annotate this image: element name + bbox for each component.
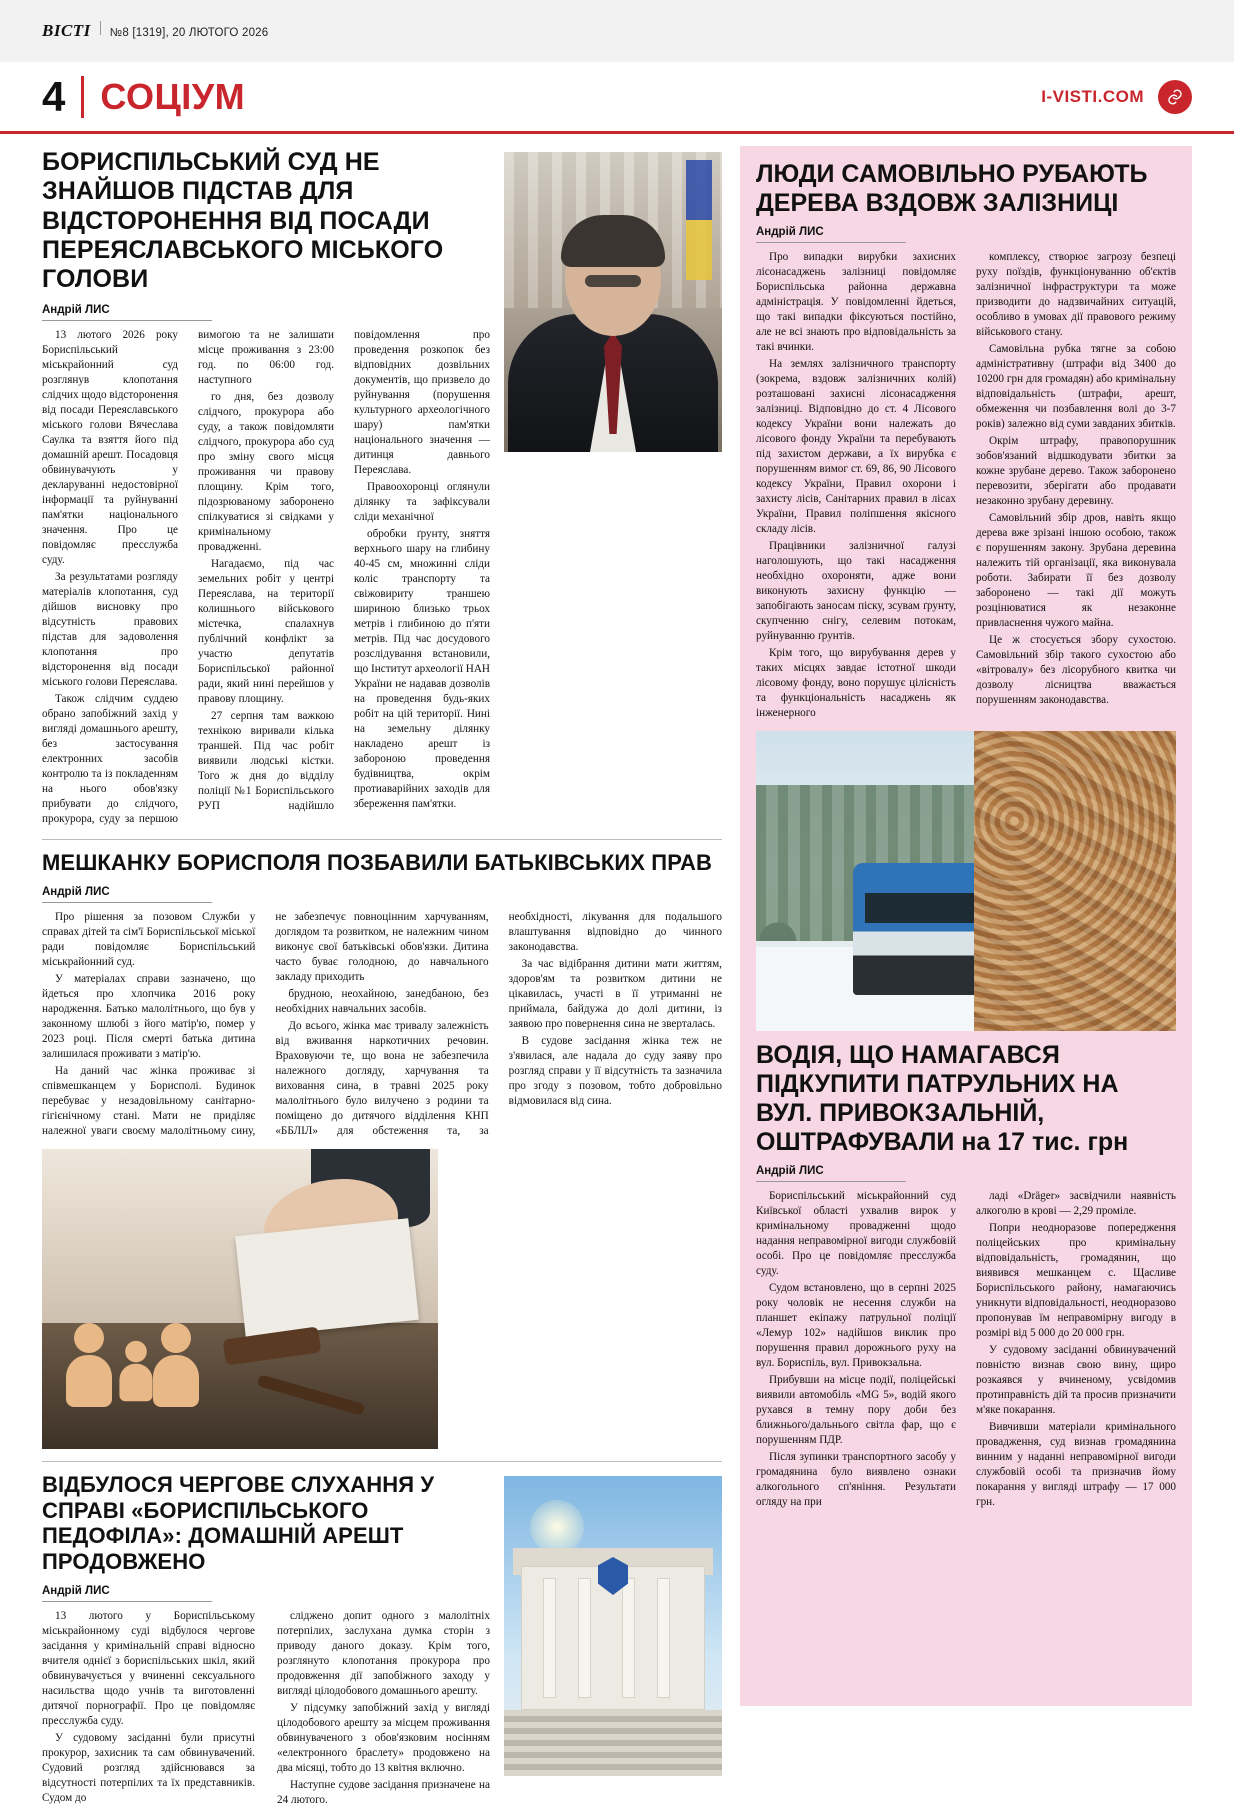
paragraph: Самовільний збір дров, навіть якщо дерева вже зрізані іншою особою, також є порушенням закону. Зрубана деревина належить тій організації, яка виконувала роботи. Забирати її без дозволу заборонено — такі дії можуть розцінюватися як незаконне привласнення чужого майна. <box>976 512 1176 629</box>
paragraph: За час відібрання дитини мати життям, здоров'ям та розвитком дитини не цікавилась, участі в її утриманні не приймала, байдужа до долі дитини, із заявою про повернення сина не зверталась. <box>508 957 722 1030</box>
paragraph: Крім того, що вирубування дерев у таких місцях завдає істотної шкоди лісовому фонду, воно порушує цілісність та функціональність насаджень як інженерного <box>756 647 956 719</box>
paper-name: ВІСТІ <box>42 21 91 40</box>
parental-text-columns <box>42 910 722 1139</box>
masthead-divider <box>100 21 101 35</box>
right-column <box>740 146 1192 1706</box>
article-forest <box>756 160 1176 1031</box>
headline-pedophile: ВІДБУЛОСЯ ЧЕРГОВЕ СЛУХАННЯ У СПРАВІ «БОРИСПІЛЬСЬКОГО ПЕДОФІЛА»: ДОМАШНІЙ АРЕШТ ПРОДОВЖЕНО <box>42 1471 435 1575</box>
train-logs-photo <box>756 731 1176 1031</box>
paragraph: У підсумку запобіжний захід у вигляді цілодобового арешту за місцем проживання обвинуваченого з обов'язковим носінням «електронного браслету» продовжено на два місяці, тобто до 13 квітня включно. <box>277 1701 490 1774</box>
pedophile-text-columns <box>42 1609 490 1808</box>
paragraph: За результатами розгляду матеріалів клопотання, суд дійшов висновку про відсутність правових підстав для задоволення клопотання про відсторонення від посади міського голови Переяслава. <box>42 571 178 689</box>
masthead <box>0 0 1234 62</box>
article-divider <box>42 1461 722 1462</box>
paragraph: 13 лютого у Бориспільському міськрайонному суді відбулося чергове засідання у кримінальній справі відносно вчителя однієї з бориспільських шкіл, який обвинувачується у вчиненні сексуального насильства щодо учнів та виготовленні дитячої порнографії. Про це повідомляє пресслужба суду. <box>42 1609 255 1727</box>
bribe-text-columns <box>756 1189 1176 1511</box>
headline-bribe-tail: на 17 тис. грн <box>961 1128 1129 1156</box>
section-header <box>0 62 1234 134</box>
byline-forest: Андрій ЛИС <box>756 226 906 243</box>
paragraph: У судовому засіданні були присутні прокурор, захисник та сам обвинувачений. Судовий розгляд здійснювався за відсутності потерпілих та їх представників. Судом до <box>42 1731 255 1804</box>
paragraph: Судом встановлено, що в серпні 2025 року чоловік не несення служби на планшет екіпажу патрульної поліції «Лемур 102» надійшов виклик про порушення правил дорожнього руху на вул. Бориспіль, вул. Привокзальна. <box>756 1282 956 1369</box>
paragraph: На даний час жінка проживає зі співмешканцем у Борисполі. Будинок перебуває у незадовільному санітарно-гігієнічному стані. Мати не приділяє належної уваги своєму малолітньому сину, не забезпечує повноцінним харчуванням, доглядом та розвитком, не належним чином виконує свої батьківські обов'язки. Дитина часто буває голодною, до навчального закладу приходить <box>42 910 489 1137</box>
paragraph: 27 серпня там важкою технікою виривали кілька траншей. Під час робіт виявили людські кістки. Того ж дня до відділу поліції №1 Бориспільського РУП надійшло повідомлення про проведення розкопок без відповідних дозвільних документів, що призвело до руйнування (порушення культурного археологічного шару) пам'ятки національного значення — дитинця давнього Переяслава. <box>198 329 490 813</box>
paragraph: Вивчивши матеріали кримінального провадження, суд визнав громадянина винним у наданні неправомірної вигоди службовій особі та призначив йому покарання у вигляді штрафу — 17 000 грн. <box>976 1421 1176 1508</box>
left-column <box>42 148 722 1808</box>
paragraph: Це ж стосується збору сухостою. Самовільний збір такого сухостою або «вітровалу» без лісорубного квитка чи дозволу лісництва вважається порушенням законодавства. <box>976 634 1176 706</box>
article-divider <box>42 839 722 840</box>
headline-forest: ЛЮДИ САМОВІЛЬНО РУБАЮТЬ ДЕРЕВА ВЗДОВЖ ЗАЛІЗНИЦІ <box>756 160 1148 217</box>
paragraph: Нагадаємо, під час земельних робіт у центрі Переяслава, на території колишнього військового містечка, спалахнув публічний конфлікт за участю депутатів Бориспільської районної ради, який нині перейшов у правову площину. <box>198 558 334 706</box>
paragraph: Про рішення за позовом Служби у справах дітей та сім'ї Бориспільської міської ради повідомляє Бориспільський міськрайонний суд. <box>42 910 256 968</box>
paragraph: В судове засідання жінка теж не з'явилася, але надала до суду заяву про розгляд справи у її відсутність та зазначила про згоду з позовом, тобто добровільно відмовилася від сина. <box>508 1034 722 1107</box>
byline-parental: Андрій ЛИС <box>42 886 212 903</box>
paragraph: Про випадки вирубки захисних лісонасаджень залізниці повідомляє Бориспільська районна державна адміністрація. У повідомленні йдеться, що такі випадки фіксуються постійно, але не всі знають про відповідальність за такі вчинки. <box>756 251 956 353</box>
paragraph: Після зупинки транспортного засобу у громадянина було виявлено ознаки алкогольного сп'яніння. Результати огляду на при <box>756 1451 956 1508</box>
byline-bribe: Андрій ЛИС <box>756 1165 906 1182</box>
article-bribe <box>756 1041 1176 1511</box>
paragraph: Наступне судове засідання призначене на 24 лютого. <box>277 1778 490 1806</box>
header-rule <box>81 76 84 118</box>
paragraph: У судовому засіданні обвинувачений повністю визнав свою вину, щиро розкаявся у вчиненому, усвідомив протиправність дій та просив призначити м'яке покарання. <box>976 1344 1176 1416</box>
headline-court: БОРИСПІЛЬСЬКИЙ СУД НЕ ЗНАЙШОВ ПІДСТАВ ДЛЯ ВІДСТОРОНЕННЯ ВІД ПОСАДИ ПЕРЕЯСЛАВСЬКОГО МІСЬКОГО ГОЛОВИ <box>42 148 444 293</box>
forest-text-columns <box>756 250 1176 721</box>
masthead-inner <box>0 21 268 41</box>
paragraph: брудною, неохайною, занедбаною, без необхідних навчальних засобів. <box>275 987 489 1015</box>
site-url[interactable]: I-VISTI.COM <box>1041 86 1144 106</box>
article-parental <box>42 850 722 1449</box>
section-title: СОЦІУМ <box>100 75 246 117</box>
article-pedophile <box>42 1472 722 1808</box>
paragraph: На землях залізничного транспорту (зокрема, вздовж залізничних колій) розташовані захисні лісонасадження залізниці. Відповідно до ст. 4 Лісового кодексу України вони належать до лісового фонду України та перебувають під захистом держави, а їх вирубка є порушенням вимог ст. 69, 86, 90 Лісового кодексу України, Правил охорони і захисту лісів, Санітарних правил в лісах України, Правил поліпшення якісного складу лісів. <box>756 358 956 535</box>
paragraph: 13 лютого 2026 року Бориспільський міськрайонний суд розглянув клопотання слідчих щодо відсторонення від посади Переяславського міського голови Вячеслава Саулка та взяття його під домашній арешт. Посадовця обвинувачують у декларуванні недостовірної інформації та руйнуванні пам'ятки національного значення. Про це повідомляє пресслужба суду. <box>42 329 178 567</box>
page-number: 4 <box>42 72 66 120</box>
paragraph: комплексу, створює загрозу безпеці руху поїздів, функціонуванню об'єктів залізничної інфраструктури та може призводити до надзвичайних ситуацій, особливо в умовах дії правового режиму військового стану. <box>976 251 1176 338</box>
paragraph: сліджено допит одного з малолітніх потерпілих, заслухана думка сторін з приводу даного доказу. Крім того, розглянуто клопотання прокурора про продовження дії запобіжного заходу у вигляді цілодобового домашнього арешту. <box>277 1609 490 1697</box>
headline-bribe <box>756 1041 1176 1157</box>
paragraph: Самовільна рубка тягне за собою адміністративну (штрафи від 3400 до 10200 грн для громадян) або кримінальну відповідальність (штрафи, арешт, обмеження чи позбавлення волі до 3-7 років) залежно від суми завданих збитків. <box>976 343 1176 430</box>
article-court <box>42 148 722 827</box>
byline-pedophile: Андрій ЛИС <box>42 1585 212 1602</box>
issue-line: №8 [1319], 20 ЛЮТОГО 2026 <box>109 27 269 39</box>
headline-parental: МЕШКАНКУ БОРИСПОЛЯ ПОЗБАВИЛИ БАТЬКІВСЬКИХ ПРАВ <box>42 850 713 876</box>
link-icon[interactable] <box>1158 80 1192 114</box>
gavel-family-photo <box>42 1149 438 1449</box>
byline-court: Андрій ЛИС <box>42 304 212 321</box>
paragraph: го дня, без дозволу слідчого, прокурора або суду, а також повідомляти слідчого, прокурора або суд про зміну свого місця проживання чи правову площину. Крім того, підозрюваному заборонено спілкуватися зі свідками у кримінальному провадженні. <box>198 391 334 554</box>
paragraph: Попри неодноразове попередження поліцейських про кримінальну відповідальність, громадянин, що виявився мешканцем с. Щасливе Бориспільського району, намагаючись уникнути відповідальності, неодноразово пропонував їм неправомірну вигоду в розмірі від 5 000 до 20 000 грн. <box>976 1222 1176 1339</box>
paragraph: Правоохоронці оглянули ділянку та зафіксували сліди механічної <box>354 481 490 524</box>
portrait-photo <box>504 152 722 452</box>
paragraph: Прибувши на місце події, поліцейські виявили автомобіль «MG 5», водій якого рухався в темну пору доби без ближнього/дальнього світла фар, що є порушенням ПДР. <box>756 1374 956 1446</box>
courthouse-photo <box>504 1476 722 1776</box>
paragraph: ладі «Drӓger» засвідчили наявність алкоголю в крові — 2,29 проміле. <box>976 1190 1176 1217</box>
paragraph: Працівники залізничної галузі наголошують, що такі насадження необхідно охороняти, адже вони виконують захисну функцію — запобігають заносам піску, зсувам ґрунту, скупченню снігу, селевим потокам, руйнуванню ґрунтів. <box>756 540 956 642</box>
headline-bribe-main: ВОДІЯ, ЩО НАМАГАВСЯ ПІДКУПИТИ ПАТРУЛЬНИХ НА ВУЛ. ПРИВОКЗАЛЬНІЙ, ОШТРАФУВАЛИ <box>756 1041 1119 1156</box>
paragraph: Окрім штрафу, правопорушник зобов'язаний відшкодувати збитки за кожне зрубане дерево. Також заборонено перевозити, зберігати або продавати незаконно зрубану деревину. <box>976 435 1176 507</box>
paragraph: У матеріалах справи зазначено, що йдеться про хлопчика 2016 року народження. Батько малолітнього, що був у законному шлюбі з його матір'ю, помер у 2023 році. Після смерті батька дитина залишилася проживати з матір'ю. <box>42 972 256 1060</box>
paragraph: До всього, жінка має тривалу залежність від вживання наркотичних речовин. Враховуючи те, що вона не забезпечила належного догляду, харчування та виховання сина, в травні 2025 року малолітнього було вилучено з родини та поміщено до дитячого відділення КНП «ББЛІЛ» для обстеження та, за необхідності, лікування для подальшого влаштування відповідно до чинного законодавства. <box>275 910 722 1137</box>
paragraph: Бориспільський міськрайонний суд Київської області ухвалив вирок у кримінальному провадженні щодо надання неправомірної вигоди службовій особі. Про це повідомляє пресслужба суду. <box>756 1190 956 1277</box>
paragraph: Також слідчим суддею обрано запобіжний захід у вигляді домашнього арешту, без застосування електронних засобів контролю та із покладенням на нього обов'язку прибувати до слідчого, прокурора, суду за першою вимогою та не залишати місце проживання з 23:00 год. по 06:00 год. наступного <box>42 329 334 826</box>
paragraph: обробки ґрунту, зняття верхнього шару на глибину 40-45 см, множинні сліди коліс транспорту та свіжовириту траншею шириною близько трьох метрів і глибиною до п'яти метрів. Під час досудового розслідування встановили, що Інститут археології НАН України не надавав дозволів на проведення будь-яких робіт на цій території. Нині на земельну ділянку накладено арешт із забороною проведення будівництва, окрім протиаварійних заходів для збереження пам'ятки. <box>354 528 490 811</box>
court-text-columns <box>42 328 490 827</box>
